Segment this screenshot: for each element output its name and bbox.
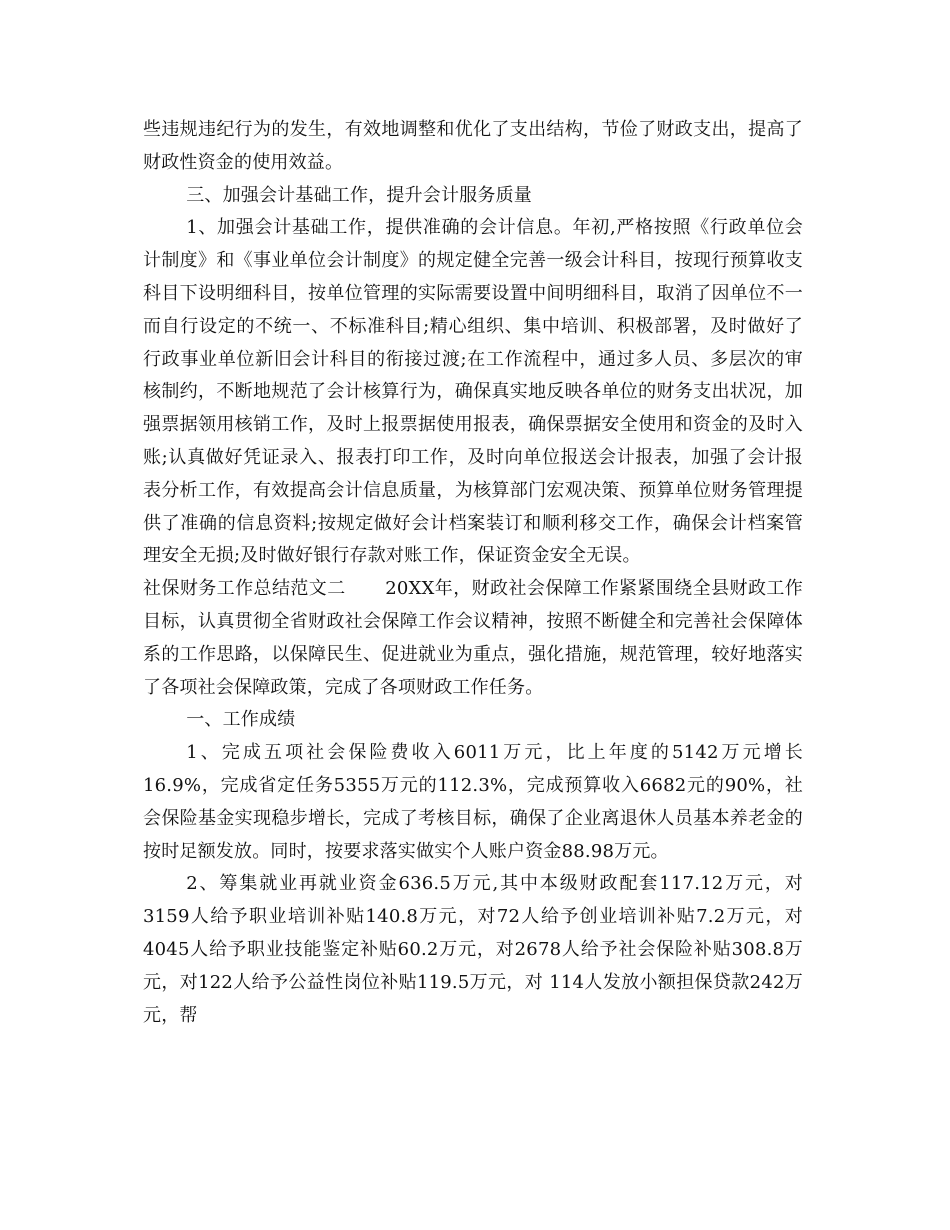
paragraph-employment-funds: 2、筹集就业再就业资金636.5万元,其中本级财政配套117.12万元，对3159人给予职业培训补贴140.8万元，对72人给予创业培训补贴7.2万元，对4045人给予职业技能鉴定补贴60.2万元，对2678人给予社会保险补贴308.8万元，对122人给予公益性岗位补贴119.5万元，对 114人发放小额担保贷款242万元，帮 — [143, 873, 803, 1026]
paragraph-insurance-income: 1、完成五项社会保险费收入6011万元，比上年度的5142万元增长16.9%，完成省定任务5355万元的112.3%，完成预算收入6682元的90%，社会保险基金实现稳步增长，完成了考核目标，确保了企业离退休人员基本养老金的按时足额发放。同时，按要求落实做实个人账户资金88.98万元。 — [143, 742, 803, 862]
article-intro: 20XX年，财政社会保障工作紧紧围绕全县财政工作目标，认真贯彻全省财政社会保障工作会议精神，按照不断健全和完善社会保障体系的工作思路，以保障民生、促进就业为重点，强化措施，规范管理，较好地落实了各项社会保障政策，完成了各项财政工作任务。 — [143, 578, 803, 698]
section-heading-three: 三、加强会计基础工作，提升会计服务质量 — [186, 184, 532, 206]
paragraph-sample-two — [143, 573, 803, 704]
document-body — [143, 114, 803, 1032]
paragraph-continuation: 些违规违纪行为的发生，有效地调整和优化了支出结构，节俭了财政支出，提高了财政性资金的使用效益。 — [143, 119, 803, 173]
article-title: 社保财务工作总结范文二 — [143, 578, 346, 600]
section-heading-one: 一、工作成绩 — [186, 709, 296, 731]
paragraph-accounting-basics: 1、加强会计基础工作，提供准确的会计信息。年初,严格按照《行政单位会计制度》和《事业单位会计制度》的规定健全完善一级会计科目，按现行预算收支科目下设明细科目，按单位管理的实际需要设置中间明细科目，取消了因单位不一而自行设定的不统一、不标准科目;精心组织、集中培训、积极部署，及时做好了行政事业单位新旧会计科目的衔接过渡;在工作流程中，通过多人员、多层次的审核制约，不断地规范了会计核算行为，确保真实地反映各单位的财务支出状况，加强票据领用核销工作，及时上报票据使用报表，确保票据安全使用和资金的及时入账;认真做好凭证录入、报表打印工作，及时向单位报送会计报表，加强了会计报表分析工作，有效提高会计信息质量，为核算部门宏观决策、预算单位财务管理提供了准确的信息资料;按规定做好会计档案装订和顺利移交工作，确保会计档案管理安全无损;及时做好银行存款对账工作，保证资金安全无误。 — [143, 217, 803, 567]
